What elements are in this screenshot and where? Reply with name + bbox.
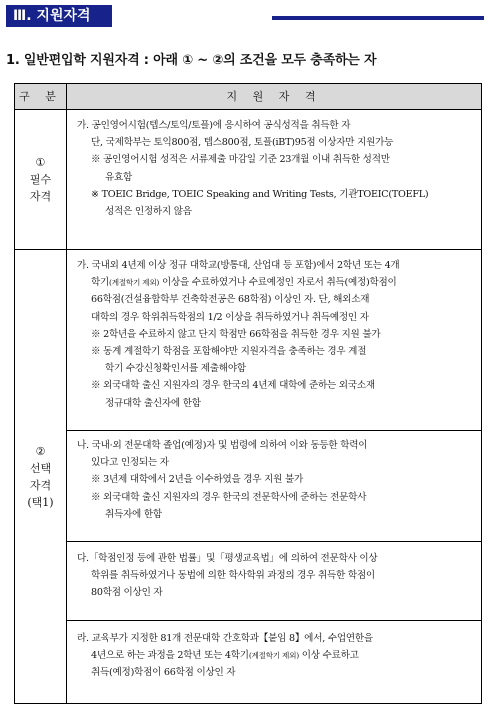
da-line: 학위를 취득하였거나 동법에 의한 학사학위 과정의 경우 취득한 학점이 bbox=[91, 570, 375, 582]
ra-line: 라. 교육부가 지정한 81개 전문대학 간호학과【붙임 8】에서, 수업연한을 bbox=[77, 633, 373, 644]
ga-line: 학기(계절학기 제외) 이상을 수료하였거나 수료예정인 자로서 취득(예정)학점이 bbox=[91, 277, 397, 289]
row-divider bbox=[15, 249, 481, 250]
optional-label-2: 자격 bbox=[29, 478, 52, 492]
required-note: ※ 공인영어시험 성적은 서류제출 마감일 기준 23개월 이내 취득한 성적만 bbox=[91, 154, 390, 166]
ra-line: 4년으로 하는 과정을 2학년 또는 4학기(계절학기 제외) 이상 수료하고 bbox=[91, 650, 359, 662]
ga-line: 대학의 경우 학위취득학점의 1/2 이상을 취득하였거나 취득예정인 자 bbox=[91, 311, 369, 323]
required-line: 가. 공인영어시험(텝스/토익/토플)에 응시하여 공식성적을 취득한 자 bbox=[77, 120, 351, 131]
required-label-cell bbox=[15, 110, 67, 249]
ga-note-cont: 학기 수강신청확인서를 제출해야함 bbox=[105, 363, 246, 375]
required-note-cont: 유효함 bbox=[105, 171, 133, 183]
optional-item-ra bbox=[67, 630, 481, 682]
na-note: ※ 외국대학 출신 지원자의 경우 한국의 전문학사에 준하는 전문학사 bbox=[91, 491, 367, 503]
ga-note: ※ 2학년을 수료하지 않고 단지 학점만 66학점을 취득한 경우 지원 불가 bbox=[91, 328, 381, 340]
optional-label-3: (택1) bbox=[27, 495, 54, 509]
section-header bbox=[6, 5, 486, 27]
ga-line: 가. 국내외 4년제 이상 정규 대학교(방통대, 산업대 등 포함)에서 2학년 또는 4개 bbox=[77, 260, 400, 271]
ga-note: ※ 외국대학 출신 지원자의 경우 한국의 4년제 대학에 준하는 외국소재 bbox=[91, 380, 375, 392]
row-divider bbox=[67, 620, 481, 621]
required-number: ① bbox=[35, 156, 46, 169]
na-line: 나. 국내·외 전문대학 졸업(예정)자 및 법령에 의하여 이와 동등한 학력이 bbox=[77, 440, 368, 451]
subsection-title: 1. 일반편입학 지원자격 : 아래 ① ~ ②의 조건을 모두 충족하는 자 bbox=[6, 53, 377, 68]
ra-line: 취득(예정)학점이 66학점 이상인 자 bbox=[91, 667, 236, 679]
header-category: 구 분 bbox=[15, 84, 67, 109]
ga-line: 66학점(건설융합학부 건축학전공은 68학점) 이상인 자. 단, 해외소재 bbox=[91, 294, 370, 306]
required-note-cont: 성적은 인정하지 않음 bbox=[105, 206, 192, 218]
da-line: 80학점 이상인 자 bbox=[91, 587, 163, 599]
section-title: Ⅲ. 지원자격 bbox=[6, 5, 112, 27]
required-content bbox=[67, 117, 481, 220]
na-note-cont: 취득자에 한함 bbox=[105, 508, 162, 520]
required-label-2: 자격 bbox=[29, 190, 52, 203]
row-divider bbox=[67, 430, 481, 431]
qualification-table bbox=[14, 83, 482, 704]
required-label-1: 필수 bbox=[29, 173, 52, 186]
optional-label-1: 선택 bbox=[29, 461, 52, 475]
na-note: ※ 3년제 대학에서 2년을 이수하였을 경우 지원 불가 bbox=[91, 474, 303, 486]
da-line: 다.「학점인정 등에 관한 법률」및「평생교육법」에 의하여 전문학사 이상 bbox=[77, 553, 378, 564]
optional-item-da bbox=[67, 550, 481, 602]
ga-note-cont: 정규대학 출신자에 한함 bbox=[105, 397, 201, 409]
header-qualification: 지 원 자 격 bbox=[226, 90, 322, 103]
required-note: ※ TOEIC Bridge, TOEIC Speaking and Writing Tests, 기관TOEIC(TOEFL) bbox=[91, 188, 429, 200]
section-rule bbox=[272, 16, 484, 20]
required-line: 단, 국제학부는 토익800점, 텝스800점, 토플(iBT)95점 이상자만 지원가능 bbox=[91, 137, 394, 149]
ga-note: ※ 동계 계절학기 학점을 포함해야만 지원자격을 충족하는 경우 계절 bbox=[91, 346, 367, 358]
optional-number: ② bbox=[35, 444, 46, 458]
na-line: 있다고 인정되는 자 bbox=[91, 457, 169, 469]
optional-item-ga bbox=[67, 257, 481, 412]
table-header-row bbox=[15, 84, 481, 110]
optional-item-na bbox=[67, 437, 481, 523]
row-divider bbox=[67, 541, 481, 542]
optional-label-cell bbox=[15, 250, 67, 703]
